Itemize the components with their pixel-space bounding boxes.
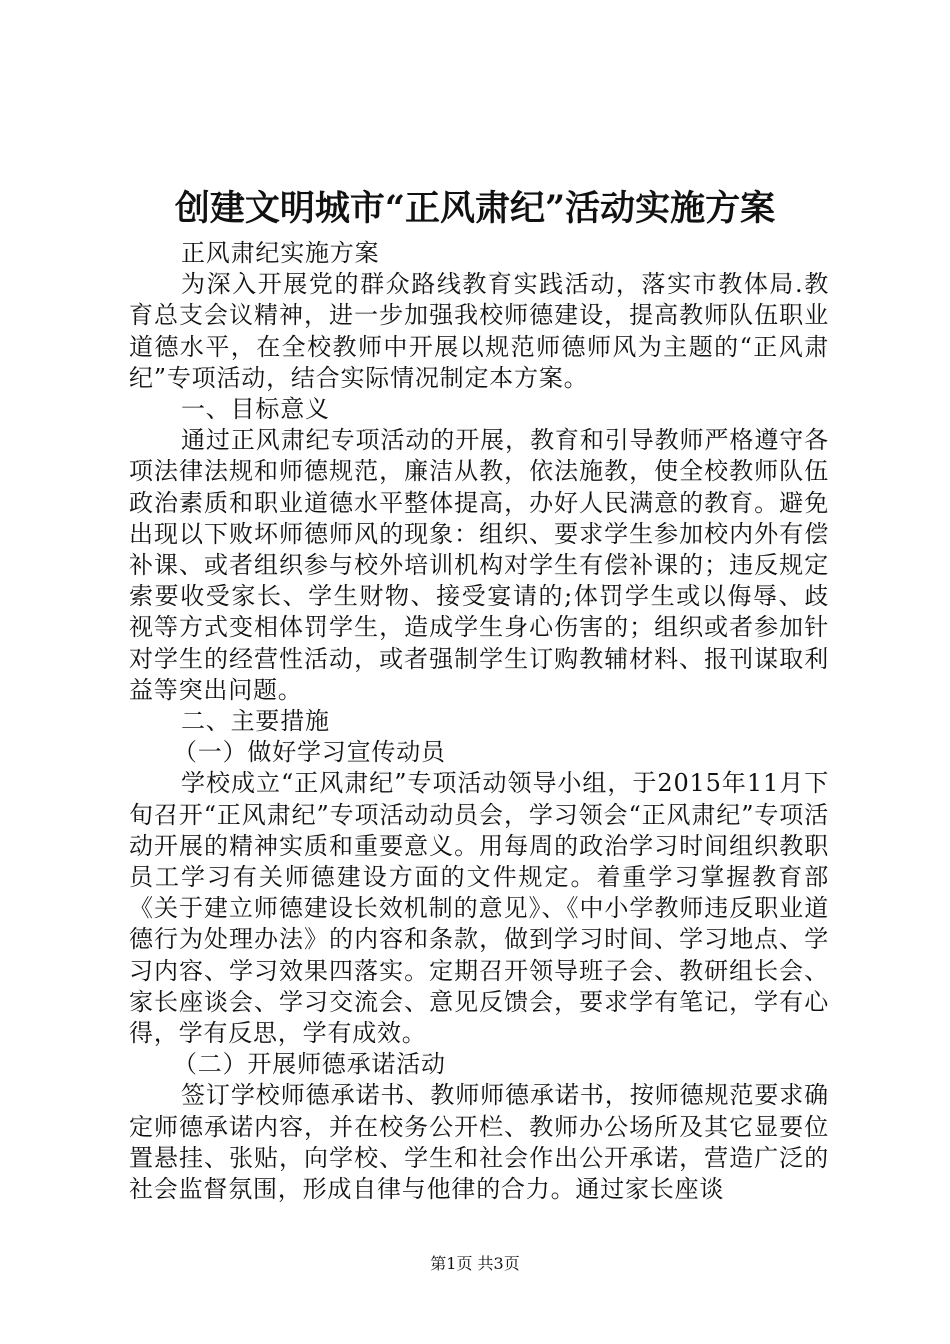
page-number-footer: 第1页 共3页: [430, 1254, 520, 1273]
section-heading-measures: 二、主要措施: [181, 707, 330, 736]
paragraph-intro: 为深入开展党的群众路线教育实践活动，落实市教体局.教育总支会议精神，进一步加强我校师德建设，提高教师队伍职业道德水平，在全校教师中开展以规范师德师风为主题的“正风肃纪”专项活动，结合实际情况制定本方案。: [129, 270, 829, 392]
subsection-heading-2: （二）开展师德承诺活动: [173, 1050, 446, 1079]
section-heading-goals: 一、目标意义: [181, 395, 330, 424]
paragraph-measure-1: 学校成立“正风肃纪”专项活动领导小组，于2015年11月下旬召开“正风肃纪”专项活动动员会，学习领会“正风肃纪”专项活动开展的精神实质和重要意义。用每周的政治学习时间组织教职员工学习有关师德建设方面的文件规定。着重学习掌握教育部《关于建立师德建设长效机制的意见》、《中小学教师违反职业道德行为处理办法》的内容和条款，做到学习时间、学习地点、学习内容、学习效果四落实。定期召开领导班子会、教研组长会、家长座谈会、学习交流会、意见反馈会，要求学有笔记，学有心得，学有反思，学有成效。: [129, 769, 829, 1048]
paragraph-goals: 通过正风肃纪专项活动的开展，教育和引导教师严格遵守各项法律法规和师德规范，廉洁从教，依法施教，使全校教师队伍政治素质和职业道德水平整体提高，办好人民满意的教育。避免出现以下败坏师德师风的现象：组织、要求学生参加校内外有偿补课、或者组织参与校外培训机构对学生有偿补课的；违反规定索要收受家长、学生财物、接受宴请的;体罚学生或以侮辱、歧视等方式变相体罚学生，造成学生身心伤害的；组织或者参加针对学生的经营性活动，或者强制学生订购教辅材料、报刊谋取利益等突出问题。: [129, 426, 829, 704]
paragraph-subtitle: 正风肃纪实施方案: [181, 239, 380, 267]
subsection-heading-1: （一）做好学习宣传动员: [173, 738, 446, 767]
document-title: 创建文明城市“正风肃纪”活动实施方案: [174, 188, 776, 229]
paragraph-measure-2: 签订学校师德承诺书、教师师德承诺书，按师德规范要求确定师德承诺内容，并在校务公开栏、教师办公场所及其它显要位置悬挂、张贴，向学校、学生和社会作出公开承诺，营造广泛的社会监督氛围，形成自律与他律的合力。通过家长座谈: [129, 1081, 829, 1204]
document-body: [129, 238, 829, 1205]
